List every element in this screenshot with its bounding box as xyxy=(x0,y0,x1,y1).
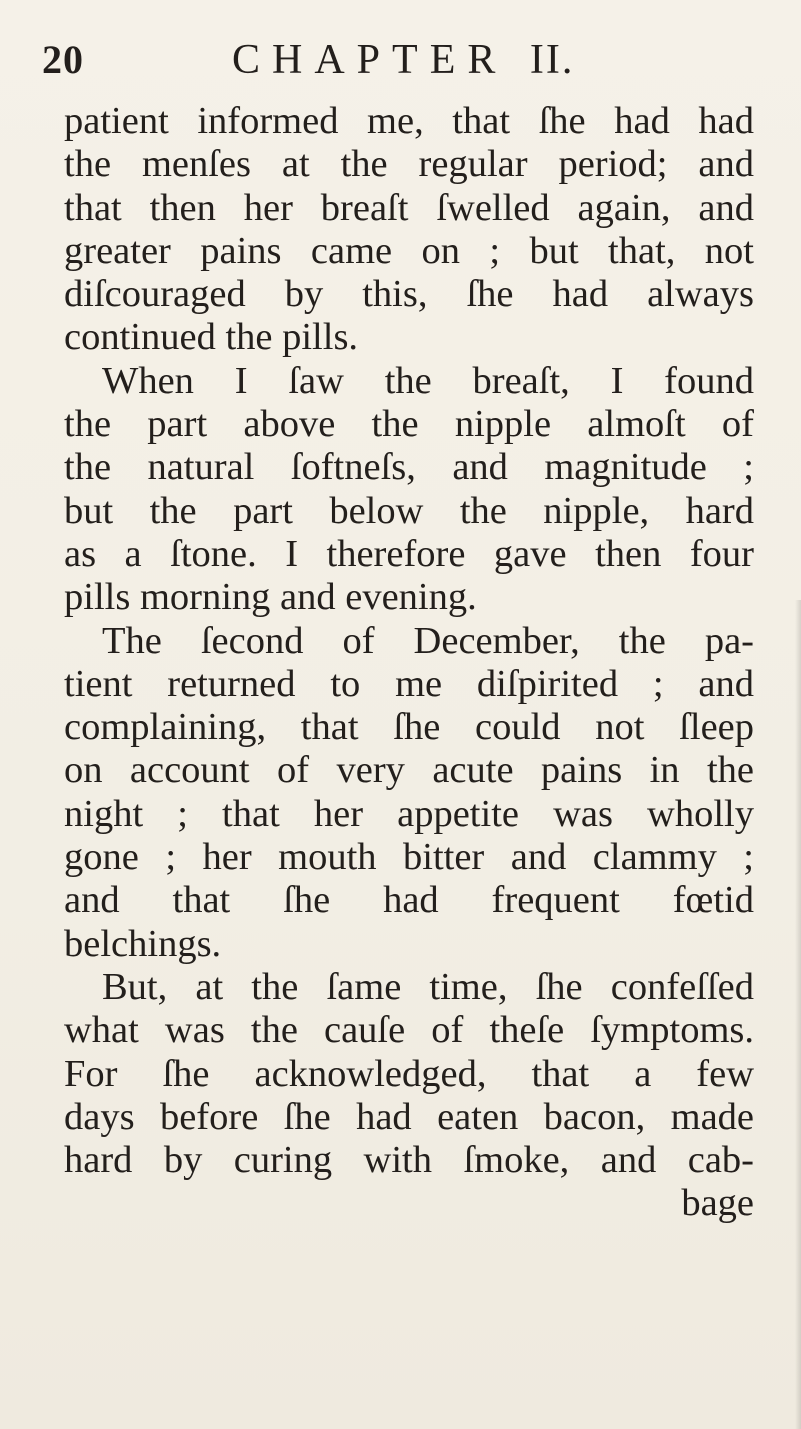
text-line: For ſhe acknowledged, that a few xyxy=(64,1052,754,1095)
text-line: hard by curing with ſmoke, and cab- xyxy=(64,1139,754,1182)
catchword: bage xyxy=(681,1182,754,1225)
page-number: 20 xyxy=(42,37,84,82)
body-text xyxy=(64,100,754,1226)
text-line: and that ſhe had frequent fœtid xyxy=(64,879,754,922)
text-line: that then her breaſt ſwelled again, and xyxy=(64,186,754,229)
chapter-label: CHAPTER xyxy=(232,37,508,83)
paragraph-start: But, at the ſame time, ſhe confeſſed xyxy=(102,965,754,1008)
chapter-number: II. xyxy=(529,37,575,83)
text-line: but the part below the nipple, hard xyxy=(64,489,754,532)
text-line: continued the pills. xyxy=(64,316,359,359)
page-edge-shadow xyxy=(795,600,801,1429)
text-line: complaining, that ſhe could not ſleep xyxy=(64,706,754,749)
text-line: on account of very acute pains in the xyxy=(64,749,754,792)
chapter-heading xyxy=(232,36,574,84)
paragraph-start: When I ſaw the breaſt, I found xyxy=(102,359,754,402)
page-header xyxy=(42,36,762,86)
text-line: gone ; her mouth bitter and clammy ; xyxy=(64,836,754,879)
text-line: days before ſhe had eaten bacon, made xyxy=(64,1095,754,1138)
text-line: tient returned to me diſpirited ; and xyxy=(64,662,754,705)
text-line: greater pains came on ; but that, not xyxy=(64,229,754,272)
paragraph-start: The ſecond of December, the pa- xyxy=(102,619,754,662)
text-line: what was the cauſe of theſe ſymptoms. xyxy=(64,1009,754,1052)
text-line: patient informed me, that ſhe had had xyxy=(64,100,754,142)
text-line: as a ſtone. I therefore gave then four xyxy=(64,532,754,575)
text-line: the natural ſoftneſs, and magnitude ; xyxy=(64,446,754,489)
text-line: the part above the nipple almoſt of xyxy=(64,403,754,446)
text-line: pills morning and evening. xyxy=(64,576,477,619)
text-line: belchings. xyxy=(64,922,222,965)
text-line: diſcouraged by this, ſhe had always xyxy=(64,273,754,316)
text-line: the menſes at the regular period; and xyxy=(64,143,754,186)
text-line: night ; that her appetite was wholly xyxy=(64,792,754,835)
